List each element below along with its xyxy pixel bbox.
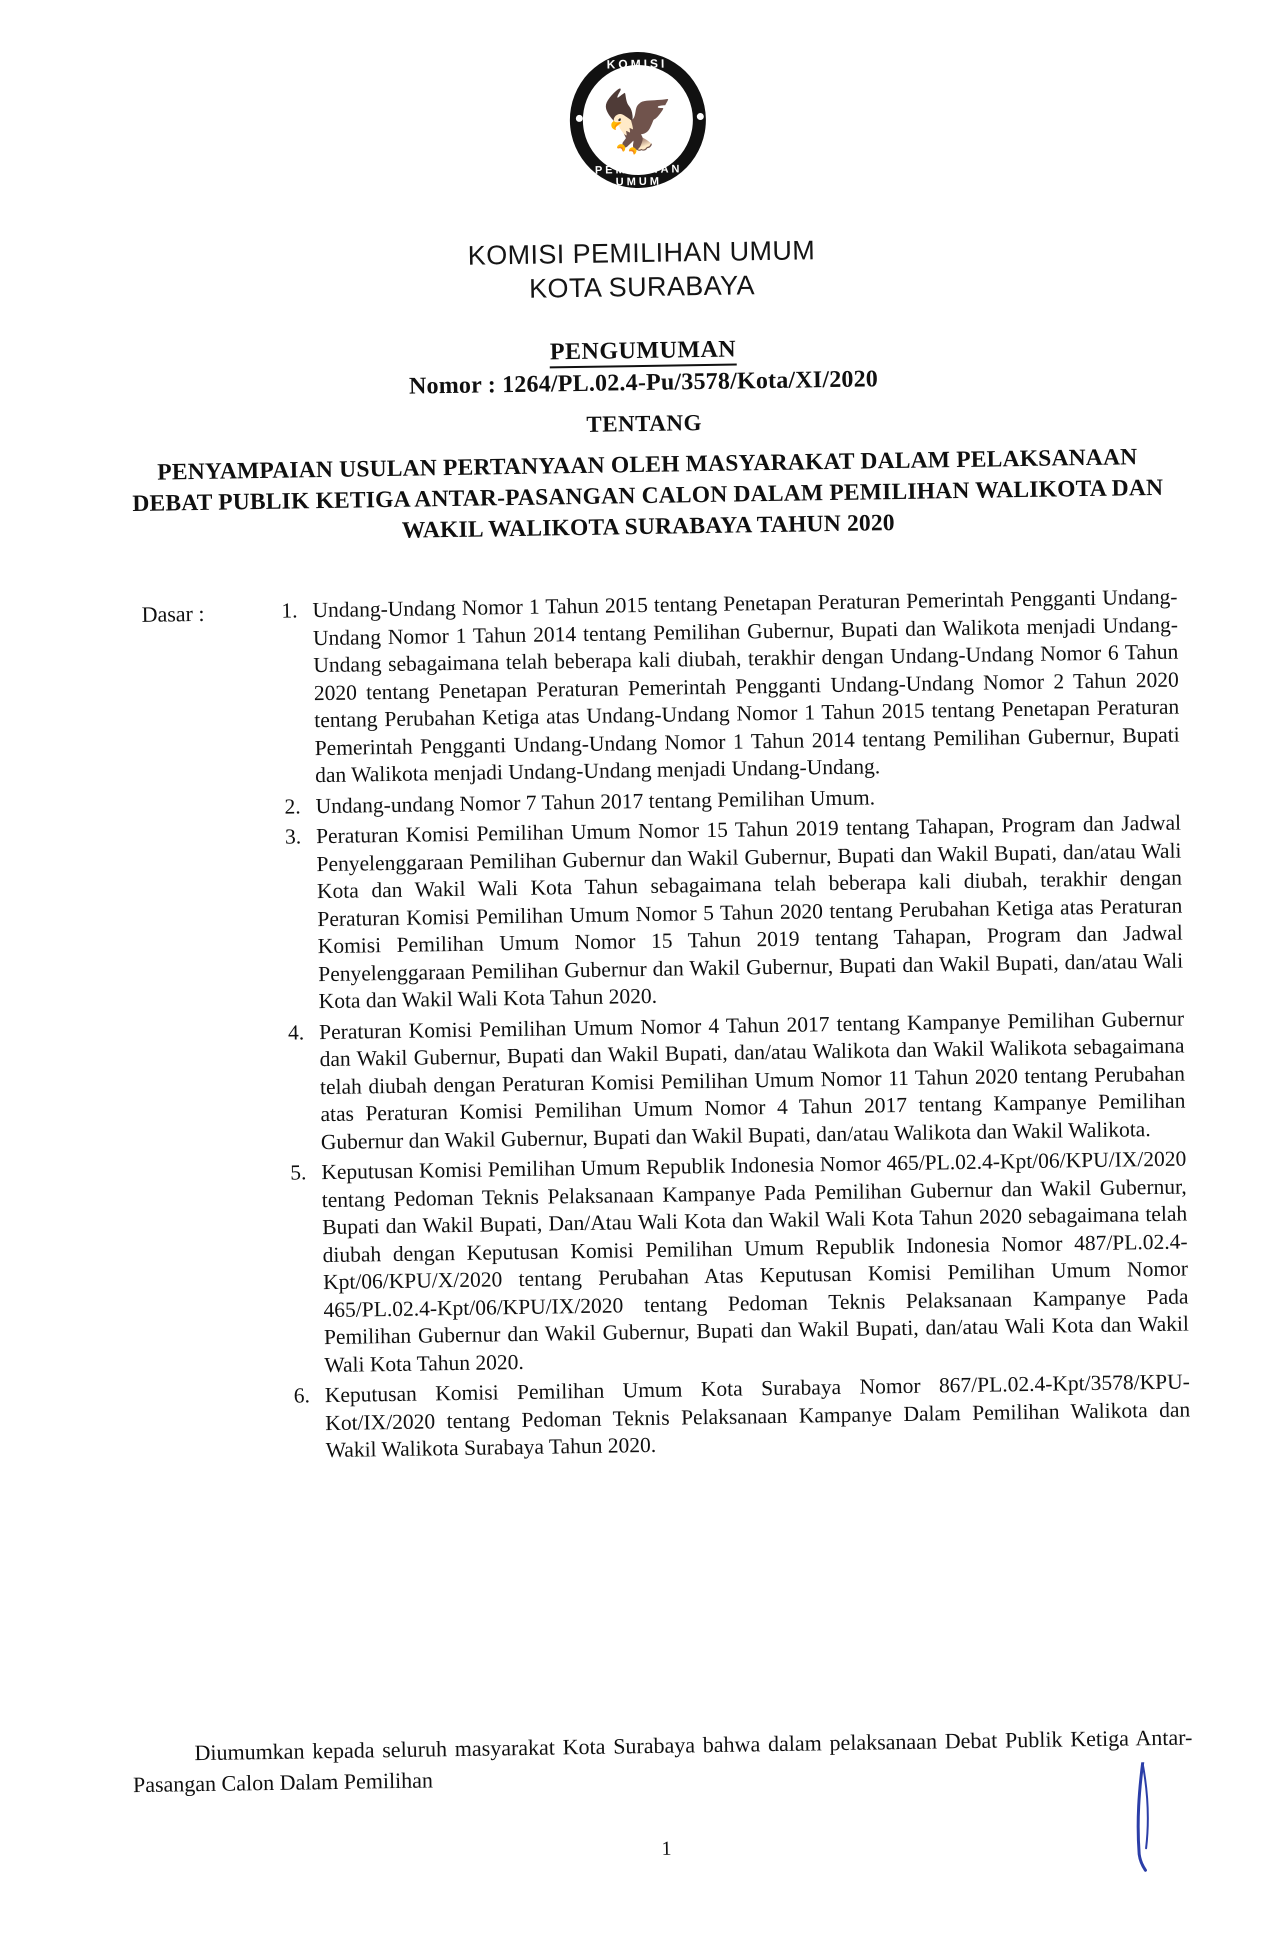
list-item-number: 6. [293,1383,311,1408]
list-item-text: Undang-Undang Nomor 1 Tahun 2015 tentang Penetapan Peraturan Pemerintah Pengganti Undang-Undang Nomor 1 Tahun 2014 tentang Pemilihan Gubernur, Bupati dan Walikota menjadi Undang-Undang sebagaimana telah beberapa kali diubah, terakhir dengan Undang-Undang Nomor 6 Tahun 2020 tentang Penetapan Peraturan Pemerintah Pengganti Undang-Undang Nomor 2 Tahun 2020 tentang Perubahan Ketiga atas Undang-Undang Nomor 1 Tahun 2015 tentang Penetapan Peraturan Pemerintah Pengganti Undang-Undang Nomor 1 Tahun 2014 tentang Pemilihan Gubernur, Bupati dan Walikota menjadi Undang-Undang menjadi Undang-Undang. [312,584,1180,788]
list-item-number: 5. [290,1160,307,1185]
list-item-text: Undang-undang Nomor 7 Tahun 2017 tentang Pemilihan Umum. [315,784,876,818]
list-item-text: Peraturan Komisi Pemilihan Umum Nomor 4 Tahun 2017 tentang Kampanye Pemilihan Gubernur dan Wakil Gubernur, Bupati dan Wakil Bupati, dan/atau Walikota dan Wakil Walikota sebagaimana telah diubah dengan Peraturan Komisi Pemilihan Umum Nomor 11 Tahun 2020 tentang Perubahan atas Peraturan Komisi Pemilihan Umum Nomor 4 Tahun 2017 tentang Kampanye Pemilihan Gubernur dan Wakil Gubernur, Bupati dan Wakil Bupati, dan/atau Walikota dan Wakil Walikota. [318,1006,1186,1154]
basis-label: Dasar : [141,600,205,627]
list-item-number: 4. [287,1019,305,1045]
document-tentang-label: TENTANG [586,410,703,437]
list-item [267,584,1180,791]
list-item [276,1146,1189,1380]
document-subject: PENYAMPAIAN USULAN PERTANYAAN OLEH MASYARAKAT DALAM PELAKSANAAN DEBAT PUBLIK KETIGA ANTAR-PASANGAN CALON DALAM PEMILIHAN WALIKOTA DAN WAKIL WALIKOTA SURABAYA TAHUN 2020 [132,444,1164,544]
list-item [274,1005,1186,1157]
kpu-logo [569,51,711,193]
list-item-number: 2. [284,793,301,819]
garuda-emblem-icon: 🦅 [600,88,676,156]
list-item-text: Keputusan Komisi Pemilihan Umum Kota Surabaya Nomor 867/PL.02.4-Kpt/3578/KPU-Kot/IX/2020 tentang Pedoman Teknis Pelaksanaan Kampanye Dalam Pemilihan Walikota dan Wakil Walikota Surabaya Tahun 2020. [324,1369,1191,1463]
basis-list [267,584,1191,1469]
page-number: 1 [661,1837,672,1860]
list-item [280,1368,1191,1465]
organization-name-line2: KOTA SURABAYA [528,270,756,304]
list-item-text: Keputusan Komisi Pemilihan Umum Republik Indonesia Nomor 465/PL.02.4-Kpt/06/KPU/IX/2020 tentang Pedoman Teknis Pelaksanaan Kampanye Pada Pemilihan Gubernur dan Wakil Gubernur, Bupati dan Wakil Bupati, Dan/Atau Wali Kota dan Wakil Wali Kota Tahun 2020 sebagaimana telah diubah dengan Keputusan Komisi Pemilihan Umum Republik Indonesia Nomor 487/PL.02.4-Kpt/06/KPU/X/2020 tentang Perubahan Atas Keputusan Komisi Pemilihan Umum Nomor 465/PL.02.4-Kpt/06/KPU/IX/2020 tentang Pedoman Teknis Pelaksanaan Kampanye Pada Pemilihan Gubernur dan Wakil Gubernur, Bupati dan Wakil Bupati, dan/atau Wali Kota dan Wakil Wali Kota Tahun 2020. [321,1146,1190,1377]
pen-mark [1129,1762,1157,1872]
list-item [271,810,1184,1017]
logo-dot-right [697,113,704,120]
list-item-text: Peraturan Komisi Pemilihan Umum Nomor 15 Tahun 2019 tentang Tahapan, Program dan Jadwal Penyelenggaraan Pemilihan Gubernur dan Wakil Gubernur, Bupati dan Wakil Bupati, dan/atau Wali Kota dan Wakil Wali Kota Tahun sebagaimana telah beberapa kali diubah, terakhir dengan Peraturan Komisi Pemilihan Umum Nomor 5 Tahun 2020 tentang Perubahan Ketiga atas Peraturan Komisi Pemilihan Umum Nomor 15 Tahun 2019 tentang Tahapan, Program dan Jadwal Penyelenggaraan Pemilihan Gubernur dan Wakil Gubernur, Bupati dan Wakil Bupati, dan/atau Wali Kota dan Wakil Wali Kota Tahun 2020. [315,810,1184,1014]
list-item-number: 3. [284,824,302,849]
organization-name-line1: KOMISI PEMILIHAN UMUM [467,235,816,271]
closing-paragraph: Diumumkan kepada seluruh masyarakat Kota Surabaya bahwa dalam pelaksanaan Debat Publik Ketiga Antar-Pasangan Calon Dalam Pemilihan [132,1724,1193,1798]
logo-text-bottom: PEMILIHAN UMUM [594,163,683,189]
logo-text-top: KOMISI [606,56,668,72]
list-item-number: 1. [281,598,298,623]
document-heading-text: PENGUMUMAN [550,336,737,368]
logo-dot-left [576,115,583,122]
document-number: Nomor : 1264/PL.02.4-Pu/3578/Kota/XI/2020 [408,366,879,400]
